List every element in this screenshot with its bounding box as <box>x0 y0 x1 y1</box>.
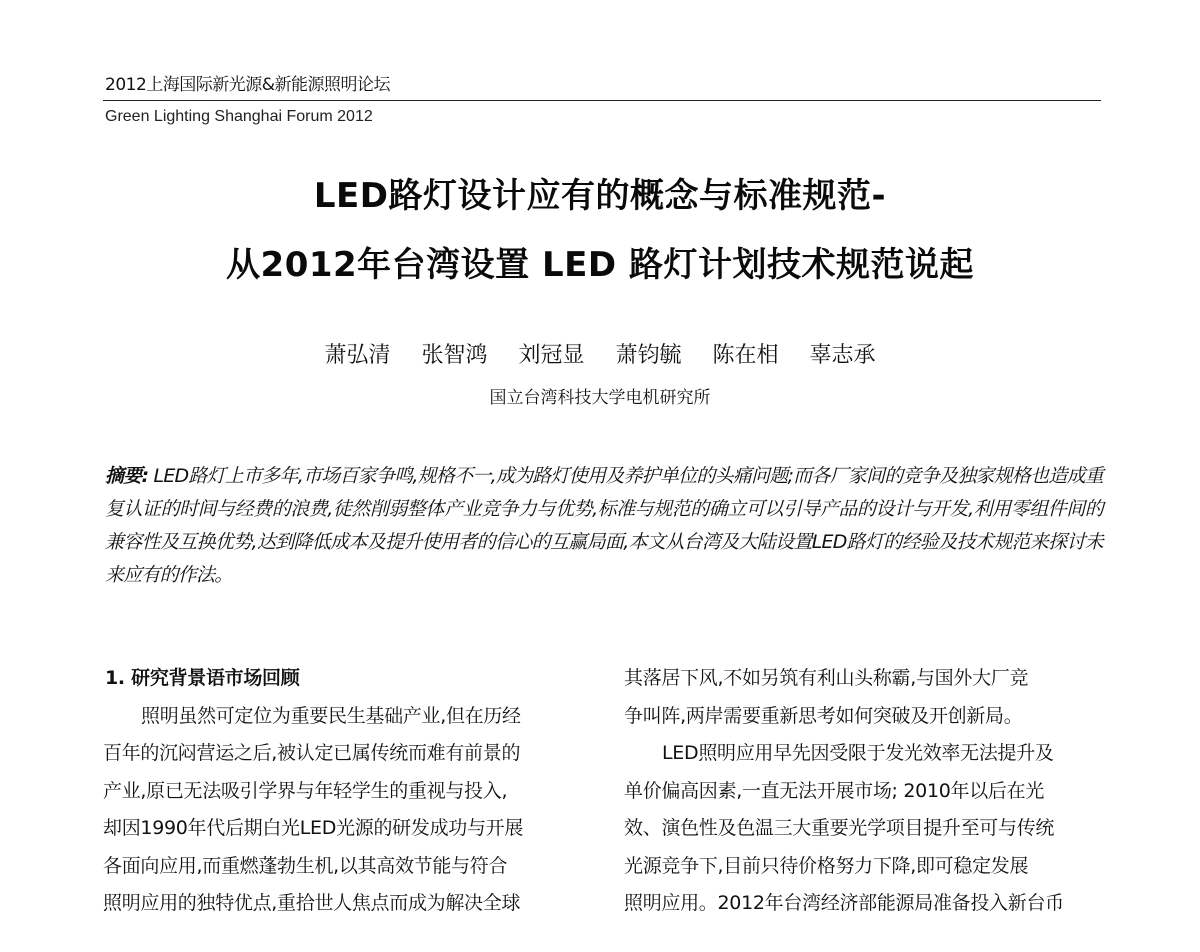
body-line: 争叫阵,两岸需要重新思考如何突破及开创新局。 <box>624 704 1023 727</box>
paper-title-line-2: 从2012年台湾设置 LED 路灯计划技术规范说起 <box>226 245 974 285</box>
abstract-text: LED路灯上市多年,市场百家争鸣,规格不一,成为路灯使用及养护单位的头痛问题;而各厂家间的竞争及独家规格也造成重复认证的时间与经费的浪费,徒然削弱整体产业竞争力与优势,标准与规范的确立可以引导产品的设计与开发,利用零组件间的兼容性及互换优势,达到降低成本及提升使用者的信心的互赢局面,本文从台湾及大陆设置LED路灯的经验及技术规范来探讨未来应有的作法。 <box>105 465 1104 586</box>
author-list <box>0 338 1200 369</box>
body-line: 光源竞争下,目前只待价格努力下降,即可稳定发展 <box>624 854 1029 877</box>
running-head-subtitle: Green Lighting Shanghai Forum 2012 <box>105 108 373 125</box>
author: 萧弘清 <box>324 343 391 368</box>
body-line: 照明应用的独特优点,重拾世人焦点而成为解决全球 <box>103 892 521 914</box>
body-line: 单价偏高因素,一直无法开展市场; 2010年以后在光 <box>624 779 1045 802</box>
right-column <box>624 660 1102 923</box>
header-rule <box>103 100 1101 101</box>
running-head-title: 2012上海国际新光源&新能源照明论坛 <box>105 75 391 95</box>
paper-title-line-1: LED路灯设计应有的概念与标准规范- <box>313 176 887 216</box>
body-line: 各面向应用,而重燃蓬勃生机,以其高效节能与符合 <box>103 854 508 877</box>
body-line: 照明虽然可定位为重要民生基础产业,但在历经 <box>141 704 521 727</box>
author: 张智鸿 <box>421 343 488 368</box>
author: 刘冠显 <box>518 343 585 368</box>
body-line: 却因1990年代后期白光LED光源的研发成功与开展 <box>103 817 524 839</box>
affiliation: 国立台湾科技大学电机研究所 <box>489 388 711 408</box>
body-line: LED照明应用早先因受限于发光效率无法提升及 <box>662 742 1054 764</box>
author: 萧钧毓 <box>615 343 682 368</box>
body-line: 照明应用。2012年台湾经济部能源局准备投入新台币 <box>624 892 1064 914</box>
author: 陈在相 <box>712 343 779 368</box>
body-line: 产业,原已无法吸引学界与年轻学生的重视与投入, <box>103 779 508 802</box>
body-line: 其落居下风,不如另筑有利山头称霸,与国外大厂竞 <box>624 667 1029 689</box>
left-column <box>103 660 581 923</box>
abstract-label: 摘要: <box>105 465 149 487</box>
section-heading: 1. 研究背景语市场回顾 <box>105 667 300 689</box>
author: 辜志承 <box>809 343 876 368</box>
body-line: 百年的沉闷营运之后,被认定已属传统而难有前景的 <box>103 742 521 764</box>
body-line: 效、演色性及色温三大重要光学项目提升至可与传统 <box>624 817 1055 839</box>
abstract <box>105 460 1103 592</box>
